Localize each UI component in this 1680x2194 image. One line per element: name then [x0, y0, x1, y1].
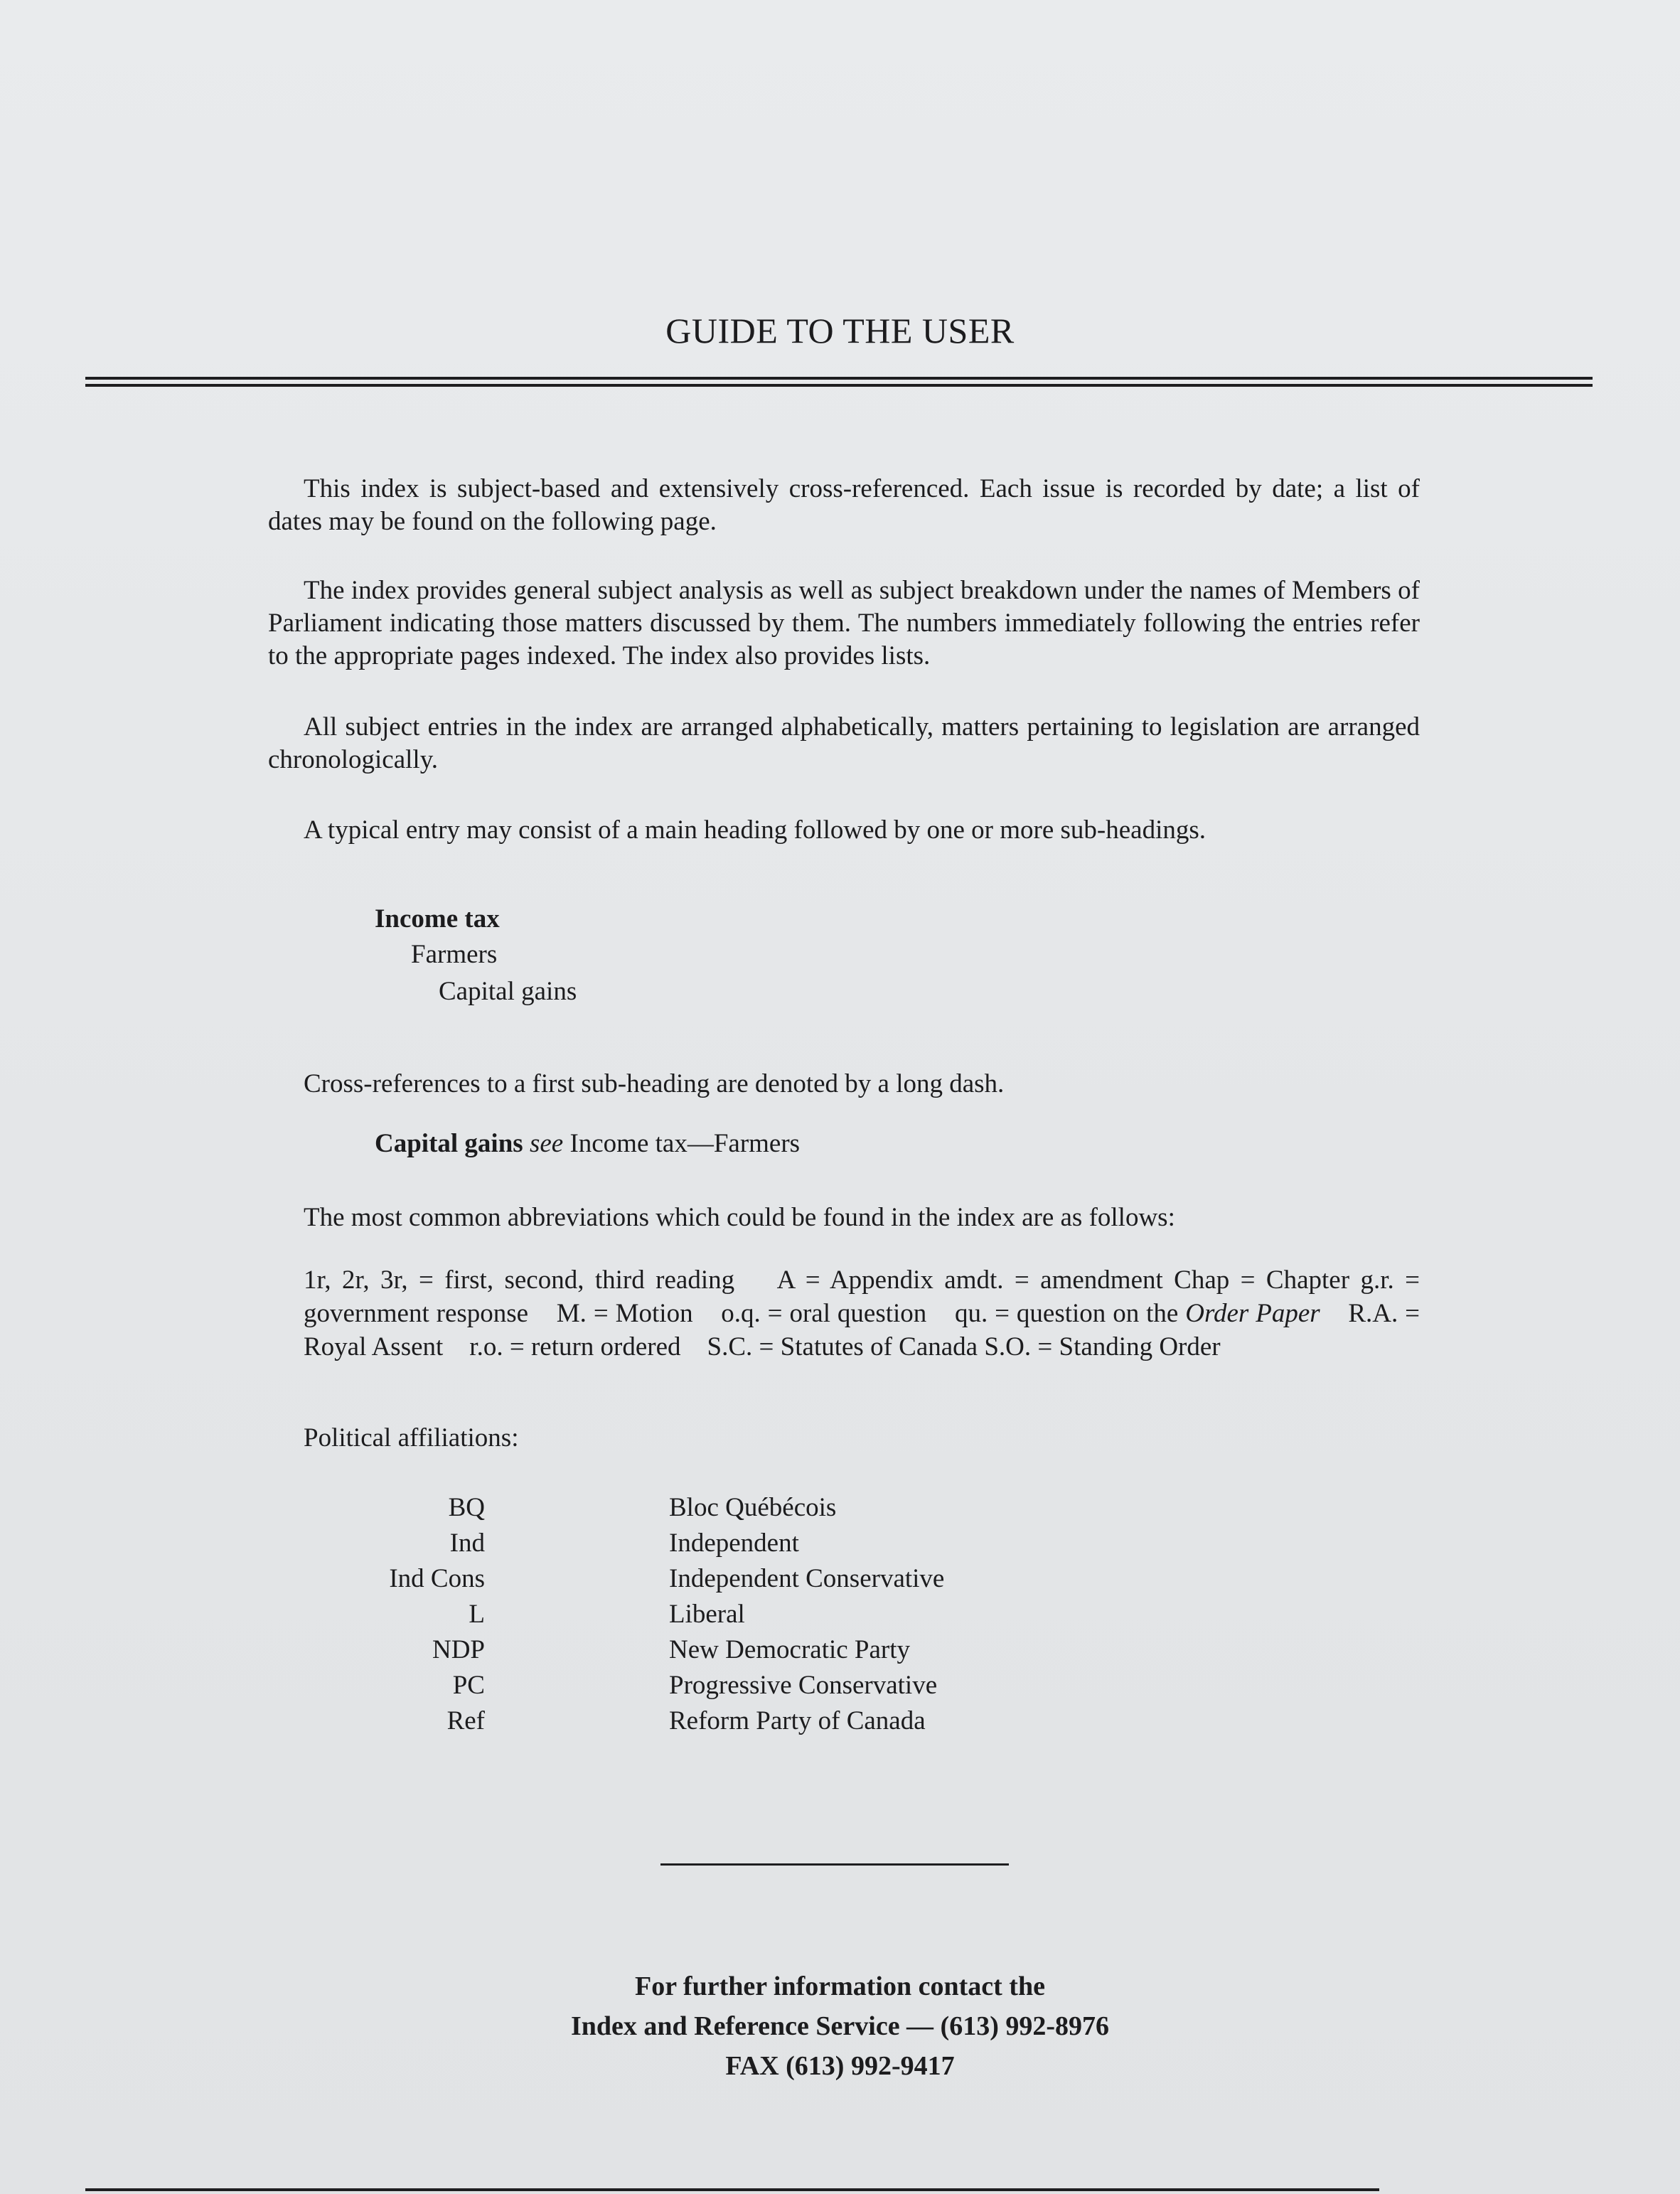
affiliation-name: Independent [669, 1529, 799, 1558]
affiliation-code: NDP [432, 1635, 485, 1664]
affiliation-code: PC [452, 1671, 485, 1700]
affiliation-name: Independent Conservative [669, 1564, 945, 1593]
affiliation-row [0, 1668, 1680, 1703]
example-main-heading: Income tax [375, 904, 500, 933]
abbreviations-text-2: R.A. = Royal Assent r.o. = return ordered S.C. = Statutes of Canada S.O. = Standing Order [304, 1299, 1420, 1361]
example-sub-heading-2: Capital gains [439, 977, 577, 1006]
affiliation-row [0, 1561, 1680, 1597]
arrangement-paragraph: All subject entries in the index are arranged alphabetically, matters pertaining to legislation are arranged chronologically. [268, 712, 1420, 774]
affiliation-name: Progressive Conservative [669, 1671, 938, 1700]
affiliation-row [0, 1632, 1680, 1668]
intro-paragraph: This index is subject-based and extensively cross-referenced. Each issue is recorded by date; a list of dates may be found on the following page. [268, 474, 1420, 536]
affiliation-row [0, 1490, 1680, 1526]
abbreviations-list [304, 1263, 1420, 1364]
contact-line-3: FAX (613) 992-9417 [725, 2051, 955, 2081]
affiliation-code: L [469, 1600, 485, 1629]
cross-reference-term: Capital gains [375, 1129, 523, 1158]
abbreviations-intro: The most common abbreviations which could be found in the index are as follows: [304, 1203, 1175, 1232]
affiliation-code: Ref [446, 1706, 485, 1735]
affiliation-row [0, 1526, 1680, 1561]
affiliation-row [0, 1703, 1680, 1739]
bottom-rule [85, 2188, 1379, 2191]
affiliation-code: Ind [449, 1529, 485, 1558]
typical-entry-paragraph: A typical entry may consist of a main heading followed by one or more sub-headings. [304, 815, 1207, 845]
abbreviations-text-1: 1r, 2r, 3r, = first, second, third reading A = Appendix amdt. = amendment Chap = Chapter g.r. = government response M. = Motion o.q. = oral question qu. = question on the [304, 1265, 1420, 1328]
cross-reference-target: Income tax—Farmers [569, 1129, 801, 1158]
cross-reference-example [375, 1128, 800, 1160]
affiliation-name: Bloc Québécois [669, 1493, 837, 1522]
affiliation-code: BQ [448, 1493, 485, 1522]
section-divider [660, 1863, 1009, 1866]
affiliation-code: Ind Cons [389, 1564, 485, 1593]
cross-reference-paragraph: Cross-references to a first sub-heading are denoted by a long dash. [304, 1069, 1005, 1098]
page-title: GUIDE TO THE USER [665, 311, 1015, 350]
contact-line-1: For further information contact the [635, 1971, 1045, 2001]
contact-line-2: Index and Reference Service — (613) 992-8976 [570, 2011, 1110, 2041]
affiliation-name: Reform Party of Canada [669, 1706, 926, 1735]
affiliation-row [0, 1597, 1680, 1632]
title-double-rule [85, 377, 1593, 387]
abbreviations-italic: Order Paper [1185, 1299, 1320, 1328]
example-sub-heading-1: Farmers [411, 940, 498, 969]
affiliation-name: New Democratic Party [669, 1635, 911, 1664]
affiliations-heading: Political affiliations: [304, 1423, 519, 1452]
cross-reference-see: see [529, 1129, 564, 1158]
affiliation-name: Liberal [669, 1600, 745, 1629]
analysis-paragraph: The index provides general subject analysis as well as subject breakdown under the names of Members of Parliament indicating those matters discussed by them. The numbers immediately following the entries refer to the appropriate pages indexed. The index also provides lists. [268, 576, 1420, 670]
